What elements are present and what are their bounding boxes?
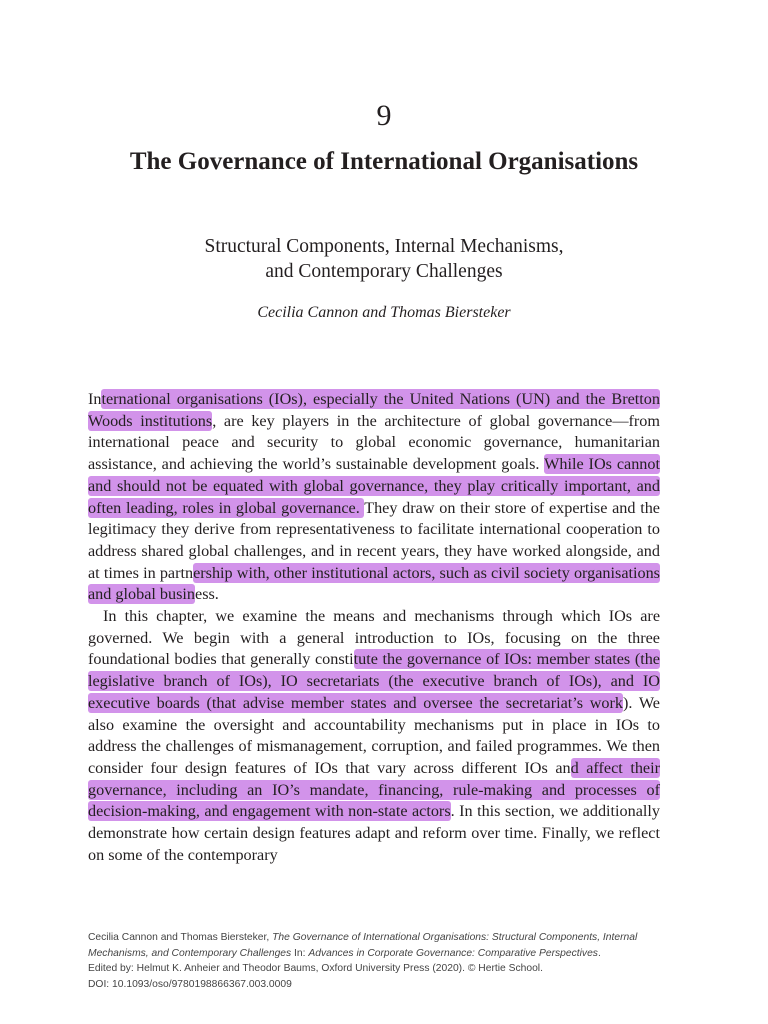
text-run: They draw on their store of expertise and the legitimacy they derive from representativeness to facilitate international cooperation to address shared global challenges, and in recent years, they have worked alongside, and at times in partn (88, 498, 660, 582)
highlight[interactable]: While IOs cannot and should not be equated with global governance, they play critically important, and often leading, roles in global governance. (88, 455, 660, 517)
citation-book-title: Advances in Corporate Governance: Comparative Perspectives (308, 947, 598, 959)
citation-authors: Cecilia Cannon and Thomas Biersteker, (88, 932, 273, 943)
citation-doi[interactable]: DOI: 10.1093/oso/9780198866367.003.0009 (88, 978, 292, 990)
text-run: . In this section, we additionally demonstrate how certain design features adapt and reform over time. Finally, we reflect on some of the contemporary (88, 802, 660, 864)
citation-editors: Edited by: Helmut K. Anheier and Theodor Baums, Oxford University Press (2020). © Hertie School. (88, 963, 543, 974)
highlight[interactable]: ership with, other institutional actors, such as civil society organisations and global busin (88, 563, 660, 604)
text-run: In (88, 390, 102, 408)
chapter-authors: Cecilia Cannon and Thomas Biersteker (257, 304, 511, 321)
highlight[interactable]: ternational organisations (IOs), especially the United Nations (UN) and the Bretton Woods institutions (88, 390, 660, 430)
text-run: , are key players in the architecture of global governance—from international peace and security to global economic governance, humanitarian assistance, and achieving the world’s sustainable development goals. (88, 411, 660, 474)
highlight[interactable]: tute the governance of IOs: member states (the legislative branch of IOs), IO secretariats (the executive branch of IOs), and IO executive boards (that advise member states and oversee the secretariat’s work (88, 650, 660, 712)
chapter-subtitle-line-1: Structural Components, Internal Mechanisms, (204, 236, 564, 257)
text-run: In this chapter, we examine the means and mechanisms through which IOs are governed. We begin with a general introduction to IOs, focusing on the three foundational bodies that generally consti (88, 607, 660, 669)
citation-period: . (597, 947, 601, 959)
paragraph-1 (88, 389, 660, 606)
chapter-title: The Governance of International Organisations (129, 148, 639, 175)
text-run: ess. (195, 585, 219, 604)
citation-chapter-title: The Governance of International Organisations: Structural Components, Internal Mechanisms, and Contemporary Challenges (88, 932, 638, 959)
body-text (88, 389, 660, 866)
chapter-subtitle (84, 234, 684, 284)
citation-line (88, 930, 688, 961)
paragraph-2 (88, 606, 660, 866)
chapter-subtitle-line-2: and Contemporary Challenges (265, 261, 503, 282)
chapter-number: 9 (376, 99, 392, 132)
text-run: ). We also examine the oversight and accountability mechanisms put in place in IOs to address the challenges of mismanagement, corruption, and failed programmes. We then consider four design features of IOs that vary across different IOs an (88, 693, 660, 777)
citation-in-label: In: (291, 947, 309, 959)
citation-footnote (88, 930, 688, 992)
highlight[interactable]: d affect their governance, including an IO’s mandate, financing, rule-making and processes of decision-making, and engagement with non-state actors (88, 758, 660, 821)
